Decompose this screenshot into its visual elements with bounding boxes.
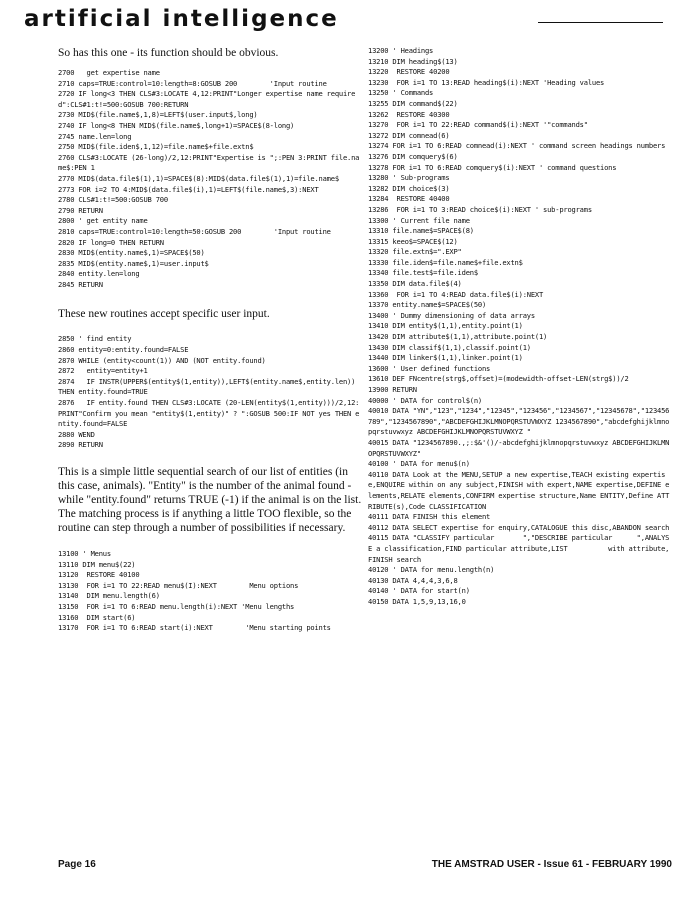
code-listing-find-entity: 2850 ' find entity 2860 entity=0:entity.found=FALSE 2870 WHILE (entity<count(1)) AND (NOT entity.found) 2872 entity=entity+1 2874 IF INSTR(UPPER$(entity$(1,entity)),LEFT$(entity.name$,entity.len)) THEN entity.found=TRUE 2876 IF entity.found THEN CLS#3:LOCATE (20-LEN(entity$(1,entity)))/2,12:PRINT"Confirm you mean "entity$(1,entity)" ? ":GOSUB 500:IF NOT yes THEN entity.found=FALSE 2880 WEND 2890 RETURN [58,334,360,450]
code-listing-expertise: 2700 get expertise name 2710 caps=TRUE:control=10:length=8:GOSUB 200 'Input routine 2720 IF long<3 THEN CLS#3:LOCATE 4,12:PRINT"Longer expertise name required":CLS#1:t!=500:GOSUB 700:RETURN 2730 MID$(file.name$,1,8)=LEFT$(user.input$,long) 2740 IF long<8 THEN MID$(file.name$,long+1)=SPACE$(8-long) 2745 name.len=long 2750 MID$(file.iden$,1,12)=file.name$+file.extn$ 2760 CLS#3:LOCATE (26-long)/2,12:PRINT"Expertise is ";:PEN 3:PRINT file.name$:PEN 1 2770 MID$(data.file$(1),1)=SPACE$(8):MID$(data.file$(1),1)=file.name$ 2773 FOR i=2 TO 4:MID$(data.file$(i),1)=LEFT$(file.name$,3):NEXT 2780 CLS#1:t!=500:GOSUB 700 2790 RETURN 2800 ' get entity name 2810 caps=TRUE:control=10:length=50:GOSUB 200 'Input routine 2820 IF long=0 THEN RETURN 2830 MID$(entity.name$,1)=SPACE$(50) 2835 MID$(entity.name$,1)=user.input$ 2840 entity.len=long 2845 RETURN [58,68,360,289]
paragraph-search-explanation: This is a simple little sequential search of our list of entities (in this case, animals). "Entity" is the number of the animal found - while "entity.found" returns TRUE (-1) if the animal is on the list. The matching process is if anything a little TOO flexible, so the routine can step through a number of possibilities if necessary. [58,466,362,534]
magazine-section-title: artificial intelligence [24,6,339,32]
code-listing-setup-data: 13200 ' Headings 13210 DIM heading$(13) 13220 RESTORE 40200 13230 FOR i=1 TO 13:READ heading$(i):NEXT 'Heading values 13250 ' Commands 13255 DIM command$(22) 13262 RESTORE 40300 13270 FOR i=1 TO 22:READ command$(i):NEXT '"commands" 13272 DIM comnead(6) 13274 FOR i=1 TO 6:READ comnead(i):NEXT ' command screen headings numbers 13276 DIM comquery$(6) 13278 FOR i=1 TO 6:READ comquery$(i):NEXT ' command questions 13280 ' Sub-programs 13282 DIM choice$(3) 13284 RESTORE 40400 13286 FOR i=1 TO 3:READ choice$(i):NEXT ' sub-programs 13300 ' Current file name 13310 file.name$=SPACE$(8) 13315 keeo$=SPACE$(12) 13320 file.extn$=".EXP" 13330 file.iden$=file.name$+file.extn$ 13340 file.test$=file.iden$ 13350 DIM data.file$(4) 13360 FOR i=1 TO 4:READ data.file$(i):NEXT 13370 entity.name$=SPACE$(50) 13400 ' Dummy dimensioning of data arrays 13410 DIM entity$(1,1),entity.point(1) 13420 DIM attribute$(1,1),attribute.point(1) 13430 DIM classif$(1,1),classif.point(1) 13440 DIM linker$(1,1),linker.point(1) 13600 ' User defined functions 13610 DEF FNcentre(strg$,offset)=(modewidth-offset-LEN(strg$))/2 13900 RETURN 40000 ' DATA for control$(n) 40010 DATA "YN","123","1234","12345","123456","1234567","12345678","123456789","1234567890","ABCDEFGHIJKLMNOPQRSTUVWXYZ 1234567890","abcdefghijklmnopqrstuvwxyz ABCDEFGHIJKLMNOPQRSTUVWXYZ " 40015 DATA "1234567890.,;:$&'()/-abcdefghijklmnopqrstuvwxyz ABCDEFGHIJKLMNOPQRSTUVWXYZ" 40100 ' DATA for menu$(n) 40110 DATA Look at the MENU,SETUP a new expertise,TEACH existing expertise,ENQUIRE within on any subject,FINISH with expert,NAME expertise,DEFINE elements,RELATE elements,CONFIRM expertise structure,Name ENTITY,Define ATTRIBUTE(s),Code CLASSIFICATION 40111 DATA FINISH this element 40112 DATA SELECT expertise for enquiry,CATALOGUE this disc,ABANDON search 40115 DATA "CLASSIFY particular ","DESCRIBE particular ",ANALYSE a classification,FIND particular attribute,LIST with attribute,FINISH search 40120 ' DATA for menu.length(n) 40130 DATA 4,4,4,3,6,8 40140 ' DATA for start(n) 40150 DATA 1,5,9,13,16,0 [368,46,670,606]
intro-paragraph: So has this one - its function should be obvious. [58,47,279,59]
page-number: Page 16 [58,859,96,870]
left-column [58,46,362,634]
code-listing-menus: 13100 ' Menus 13110 DIM menu$(22) 13120 RESTORE 40100 13130 FOR i=1 TO 22:READ menu$(I):NEXT Menu options 13140 DIM menu.length(6) 13150 FOR i=1 TO 6:READ menu.length(i):NEXT 'Menu lengths 13160 DIM start(6) 13170 FOR i=1 TO 6:READ start(i):NEXT 'Menu starting points [58,549,331,633]
publication-footer: THE AMSTRAD USER - Issue 61 - FEBRUARY 1990 [431,859,672,870]
paragraph-user-input: These new routines accept specific user input. [58,308,270,321]
right-column [368,46,672,607]
header-rule [538,22,663,23]
